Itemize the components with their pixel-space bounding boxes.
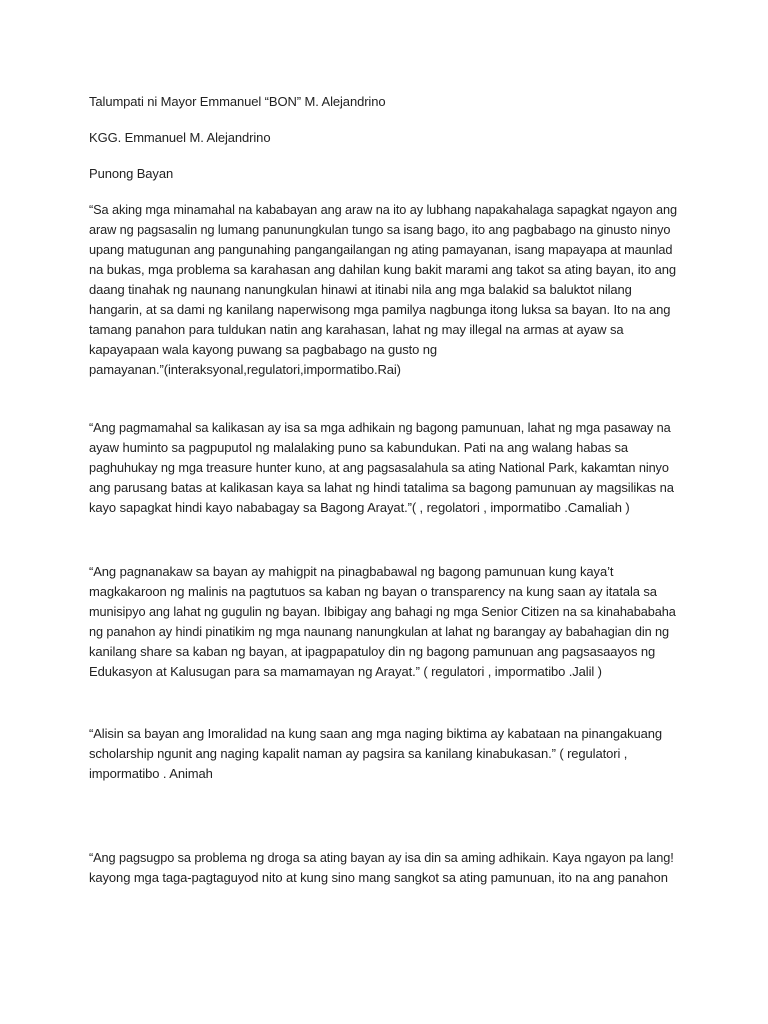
paragraph-1 xyxy=(89,200,679,380)
paragraph-line: magkakaroon ng malinis na pagtutuos sa kaban ng bayan o transparency na kung saan ay itatala sa xyxy=(89,584,657,599)
paragraph-2 xyxy=(89,418,679,518)
document-title: Talumpati ni Mayor Emmanuel “BON” M. Alejandrino xyxy=(89,94,386,109)
paragraph-line: “Alisin sa bayan ang Imoralidad na kung saan ang mga naging biktima ay kabataan na pinangakuang xyxy=(89,726,663,741)
paragraph-line: kayo sapagkat hindi kayo nababagay sa Bagong Arayat.”( , regolatori , impormatibo .Camaliah ) xyxy=(89,500,630,515)
paragraph-line: “Ang pagsugpo sa problema ng droga sa ating bayan ay isa din sa aming adhikain. Kaya ngayon pa lang! xyxy=(89,850,674,865)
paragraph-line: “Ang pagmamahal sa kalikasan ay isa sa mga adhikain ng bagong pamunuan, lahat ng mga pasaway na xyxy=(89,420,671,435)
paragraph-line: “Ang pagnanakaw sa bayan ay mahigpit na pinagbabawal ng bagong pamunuan kung kaya’t xyxy=(89,564,614,579)
paragraph-line: impormatibo . Animah xyxy=(89,766,213,781)
paragraph-line: ayaw huminto sa pagpuputol ng malalaking puno sa kabundukan. Pati na ang walang habas sa xyxy=(89,440,629,455)
paragraph-line: ng panahon ay hindi pinatikim ng mga naunang nanungkulan at lahat ng barangay ay babahagian din ng xyxy=(89,624,670,639)
paragraph-3 xyxy=(89,562,679,682)
paragraph-line: hangarin, at sa dami ng kanilang naperwisong mga pamilya nagbunga itong luksa sa bayan. Ito na ang xyxy=(89,302,671,317)
paragraph-line: ang parusang batas at kalikasan kaya sa lahat ng hindi tatalima sa bagong pamunuan ay magsilikas na xyxy=(89,480,674,495)
paragraph-4 xyxy=(89,724,679,784)
speaker-name: KGG. Emmanuel M. Alejandrino xyxy=(89,130,271,145)
paragraph-line: upang matugunan ang pangunahing pangangailangan ng ating pamayanan, isang mapayapa at maunlad xyxy=(89,242,673,257)
paragraph-line: paghuhukay ng mga treasure hunter kuno, at ang pagsasalahula sa ating National Park, kakamtan ninyo xyxy=(89,460,669,475)
paragraph-line: munisipyo ang lahat ng gugulin ng bayan. Ibibigay ang bahagi ng mga Senior Citizen na sa kinahababaha xyxy=(89,604,676,619)
paragraph-line: kayong mga taga-pagtaguyod nito at kung sino mang sangkot sa ating pamunuan, ito na ang panahon xyxy=(89,870,668,885)
paragraph-5 xyxy=(89,848,679,888)
paragraph-line: “Sa aking mga minamahal na kababayan ang araw na ito ay lubhang napakahalaga sapagkat ngayon ang xyxy=(89,202,677,217)
paragraph-line: daang tinahak ng naunang nanungkulan hinawi at itinabi nila ang mga balakid sa baluktot nilang xyxy=(89,282,632,297)
paragraph-line: Edukasyon at Kalusugan para sa mamamayan ng Arayat.” ( regulatori , impormatibo .Jalil ) xyxy=(89,664,602,679)
paragraph-line: kapayapaan wala kayong puwang sa pagbabago na gusto ng xyxy=(89,342,438,357)
paragraph-line: na bukas, mga problema sa karahasan ang dahilan kung bakit marami ang takot sa ating bayan, ito ang xyxy=(89,262,677,277)
paragraph-line: pamayanan.”(interaksyonal,regulatori,impormatibo.Rai) xyxy=(89,362,401,377)
paragraph-line: kanilang share sa kaban ng bayan, at ipagpapatuloy din ng bagong pamunuan ang pagsasaayos ng xyxy=(89,644,656,659)
speaker-position: Punong Bayan xyxy=(89,166,174,181)
paragraph-line: araw ng pagsasalin ng lumang panunungkulan tungo sa isang bago, ito ang pagbabago na ginusto ninyo xyxy=(89,222,671,237)
paragraph-line: tamang panahon para tuldukan natin ang karahasan, lahat ng may illegal na armas at ayaw sa xyxy=(89,322,624,337)
paragraph-line: scholarship ngunit ang naging kapalit naman ay pagsira sa kanilang kinabukasan.” ( regulatori , xyxy=(89,746,628,761)
document-page xyxy=(89,92,679,888)
